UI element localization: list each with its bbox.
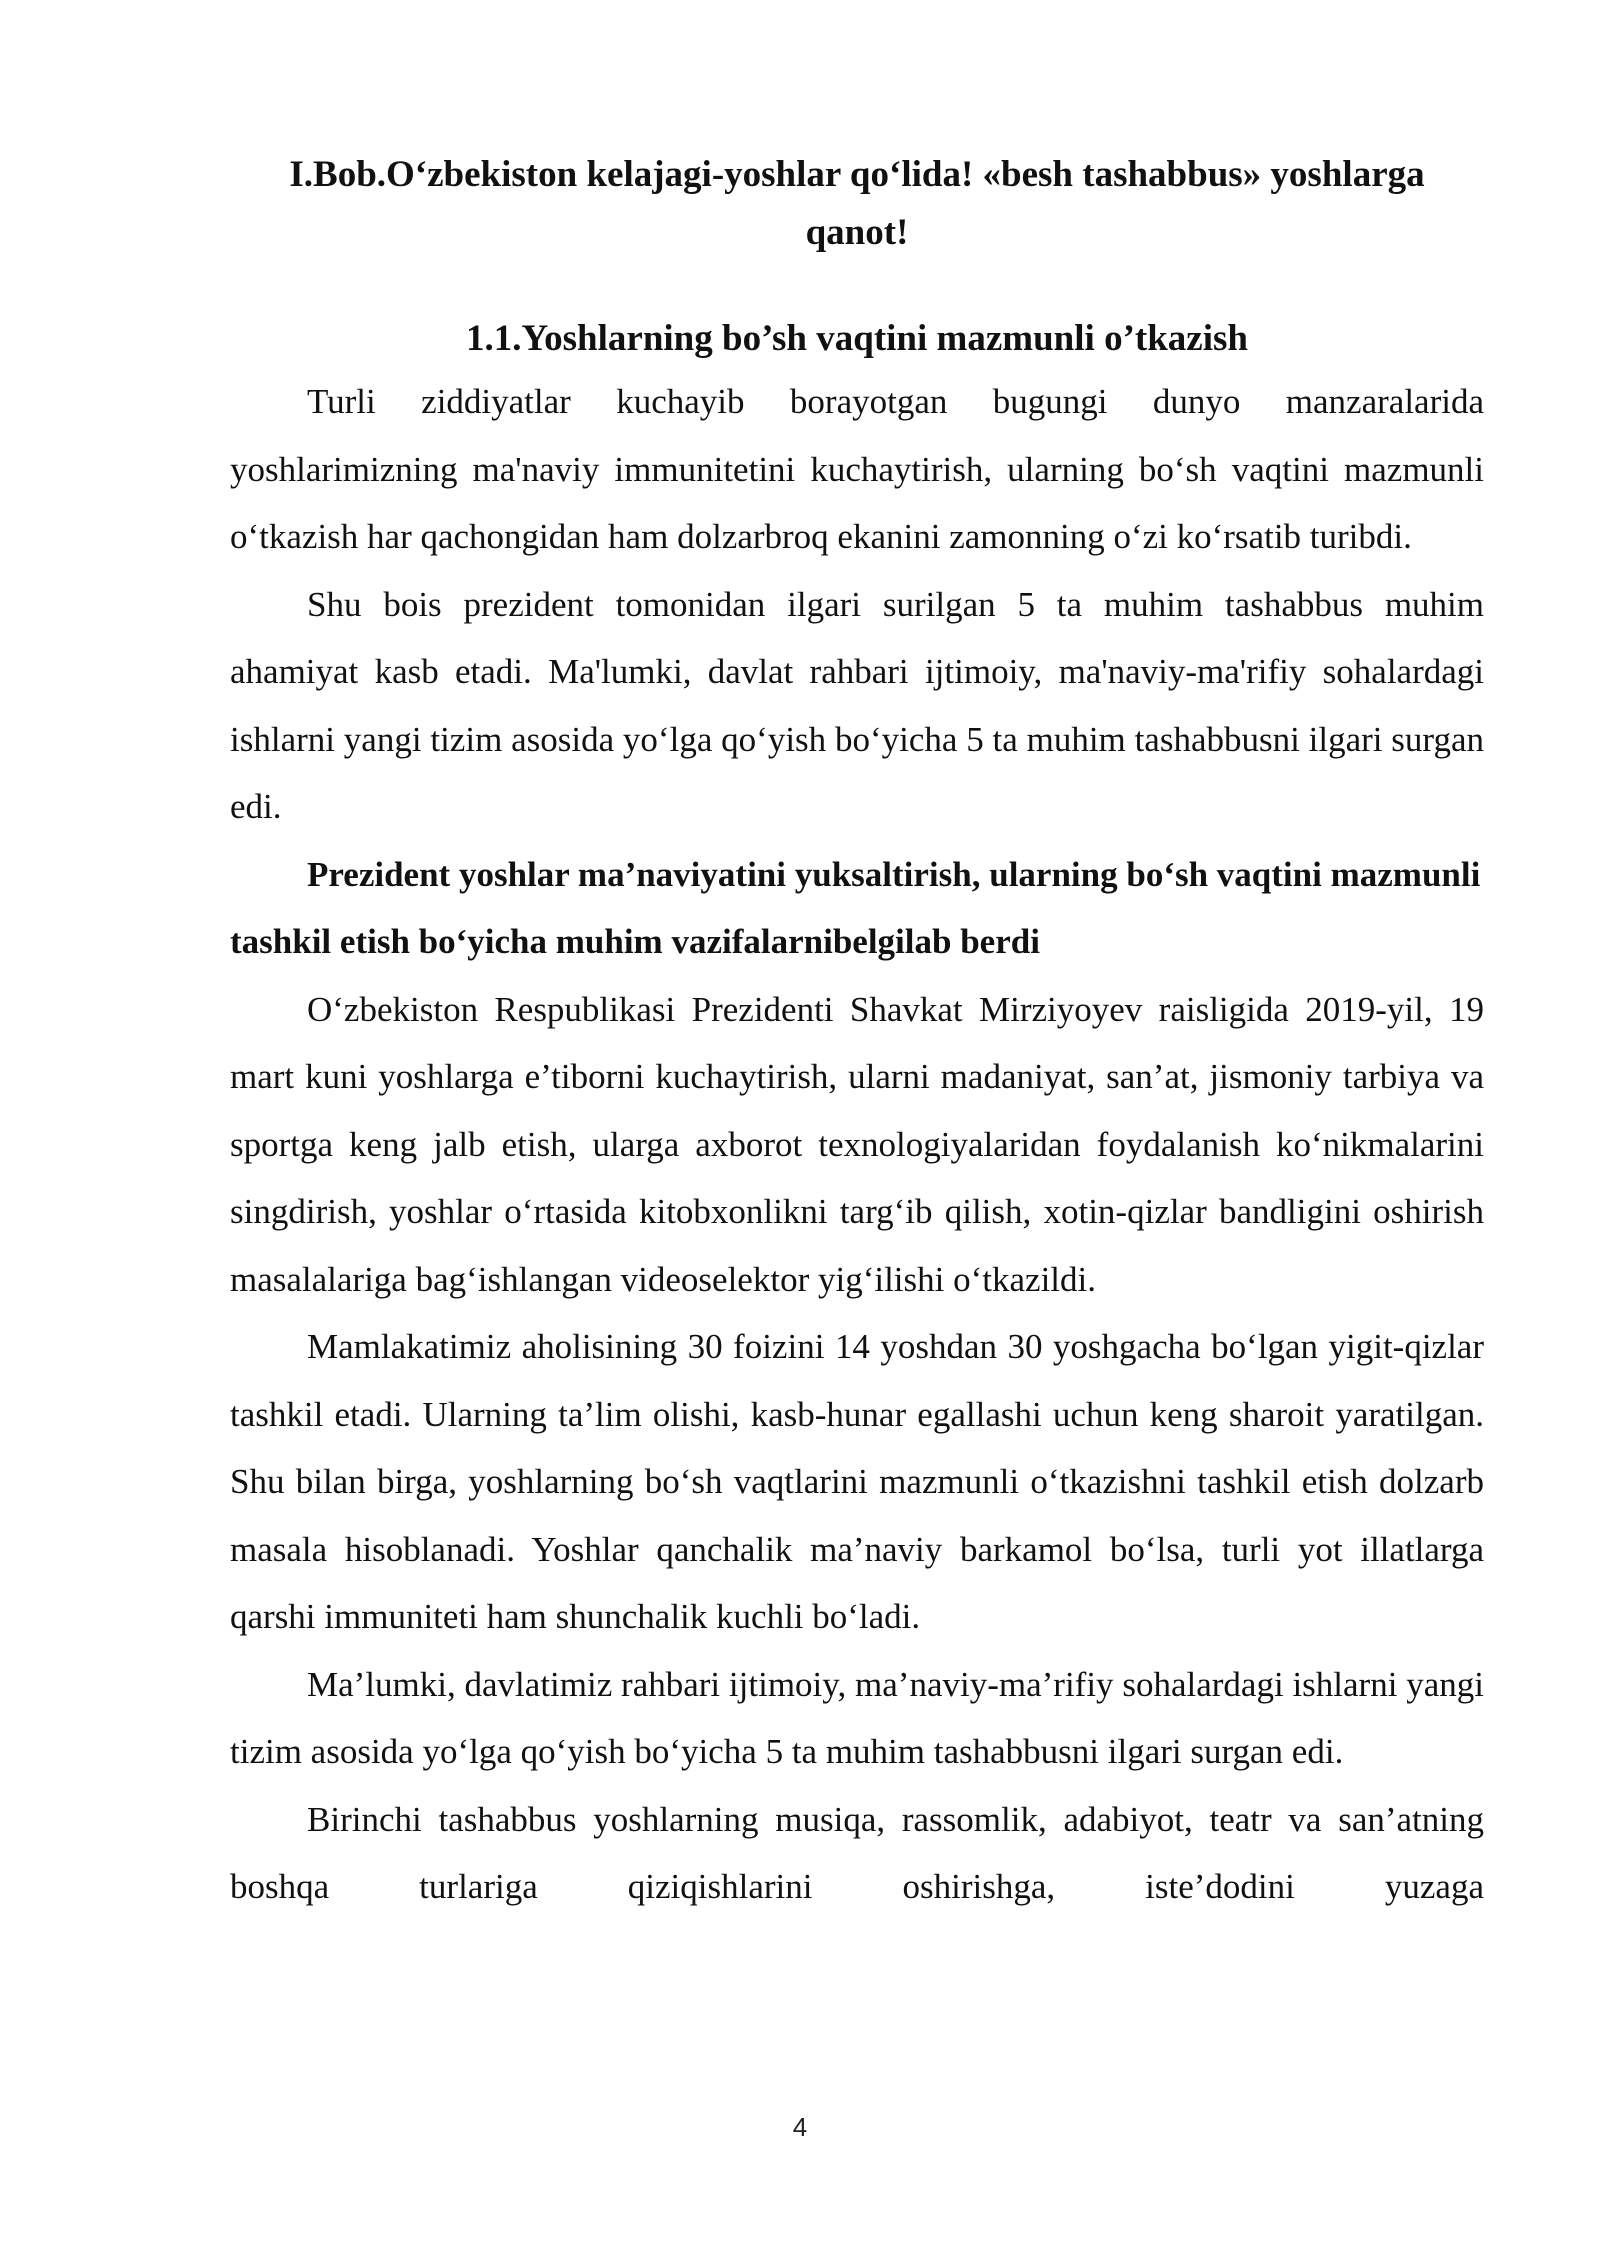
paragraph: Ma’lumki, davlatimiz rahbari ijtimoiy, ma’naviy-ma’rifiy sohalardagi ishlarni yangi tizim asosida yo‘lga qo‘yish bo‘yicha 5 ta muhim tashabbusni ilgari surgan edi.: [230, 1664, 1484, 1771]
paragraph: Shu bois prezident tomonidan ilgari surilgan 5 ta muhim tashabbus muhim ahamiyat kasb etadi. Ma'lumki, davlat rahbari ijtimoiy, ma'naviy-ma'rifiy sohalardagi ishlarni yangi tizim asosida yo‘lga qo‘yish bo‘yicha 5 ta muhim tashabbusni ilgari surgan edi.: [230, 584, 1484, 826]
bold-heading: Prezident yoshlar ma’naviyatini yuksaltirish, ularning bo‘sh vaqtini mazmunli tashkil etish bo‘yicha muhim vazifalarnibelgilab berdi: [230, 854, 1481, 961]
paragraph: Turli ziddiyatlar kuchayib borayotgan bugungi dunyo manzaralarida yoshlarimizning ma'naviy immunitetini kuchaytirish, ularning bo‘sh vaqtini mazmunli o‘tkazish har qachongidan ham dolzarbroq ekanini zamonning o‘zi ko‘rsatib turibdi.: [230, 382, 1484, 556]
section-title: 1.1.Yoshlarning bo’sh vaqtini mazmunli o’tkazish: [466, 318, 1248, 359]
paragraph: Birinchi tashabbus yoshlarning musiqa, rassomlik, adabiyot, teatr va san’atning boshqa turlariga qiziqishlarini oshirishga, iste’dodini yuzaga: [230, 1799, 1484, 1906]
page-number: 4: [792, 2112, 808, 2142]
page-content: [230, 146, 1484, 1921]
paragraph: Mamlakatimiz aholisining 30 foizini 14 yoshdan 30 yoshgacha bo‘lgan yigit-qizlar tashkil etadi. Ularning ta’lim olishi, kasb-hunar egallashi uchun keng sharoit yaratilgan. Shu bilan birga, yoshlarning bo‘sh vaqtlarini mazmunli o‘tkazishni tashkil etish dolzarb masala hisoblanadi. Yoshlar qanchalik ma’naviy barkamol bo‘lsa, turli yot illatlarga qarshi immuniteti ham shunchalik kuchli bo‘ladi.: [230, 1327, 1484, 1636]
paragraph: O‘zbekiston Respublikasi Prezidenti Shavkat Mirziyoyev raisligida 2019-yil, 19 mart kuni yoshlarga e’tiborni kuchaytirish, ularni madaniyat, san’at, jismoniy tarbiya va sportga keng jalb etish, ularga axborot texnologiyalaridan foydalanish ko‘nikmalarini singdirish, yoshlar o‘rtasida kitobxonlikni targ‘ib qilish, xotin-qizlar bandligini oshirish masalalariga bag‘ishlangan videoselektor yig‘ilishi o‘tkazildi.: [230, 989, 1484, 1299]
chapter-title: I.Bob.O‘zbekiston kelajagi-yoshlar qo‘lida! «besh tashabbus» yoshlarga qanot!: [289, 154, 1425, 253]
